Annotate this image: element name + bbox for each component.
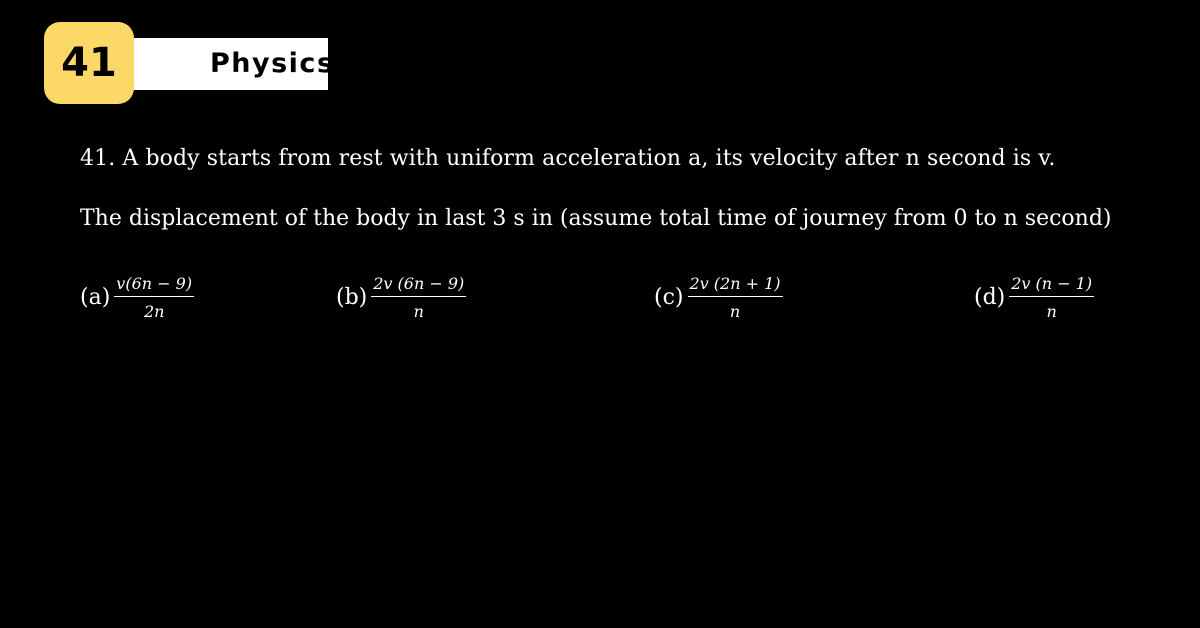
option-b-label: (b) — [336, 285, 368, 310]
option-a-denominator: 2n — [143, 302, 165, 321]
option-a-numerator: v(6n − 9) — [114, 274, 194, 297]
subject-label: Physics — [210, 48, 335, 79]
option-a-fraction — [114, 274, 194, 321]
option-b-numerator: 2v (6n − 9) — [371, 274, 466, 297]
question-text-line-2: The displacement of the body in last 3 s in (assume total time of journey from 0 to n second) — [80, 206, 1112, 231]
option-c[interactable] — [654, 274, 783, 321]
option-c-numerator: 2v (2n + 1) — [688, 274, 783, 297]
subject-box — [104, 38, 335, 90]
option-c-denominator: n — [729, 302, 741, 321]
option-a[interactable] — [80, 274, 194, 321]
question-header — [44, 22, 334, 104]
option-c-fraction — [688, 274, 783, 321]
question-number-badge: 41 — [44, 22, 134, 104]
option-d-denominator: n — [1046, 302, 1057, 321]
option-d-numerator: 2v (n − 1) — [1009, 274, 1094, 297]
option-c-label: (c) — [654, 285, 684, 310]
option-d-fraction — [1009, 274, 1094, 321]
question-text-line-1: 41. A body starts from rest with uniform acceleration a, its velocity after n second is v. — [80, 146, 1056, 171]
option-d[interactable] — [974, 274, 1094, 321]
option-b-denominator: n — [413, 302, 424, 321]
option-a-label: (a) — [80, 285, 111, 310]
option-b-fraction — [371, 274, 466, 321]
option-b[interactable] — [336, 274, 466, 321]
option-d-label: (d) — [974, 285, 1006, 310]
